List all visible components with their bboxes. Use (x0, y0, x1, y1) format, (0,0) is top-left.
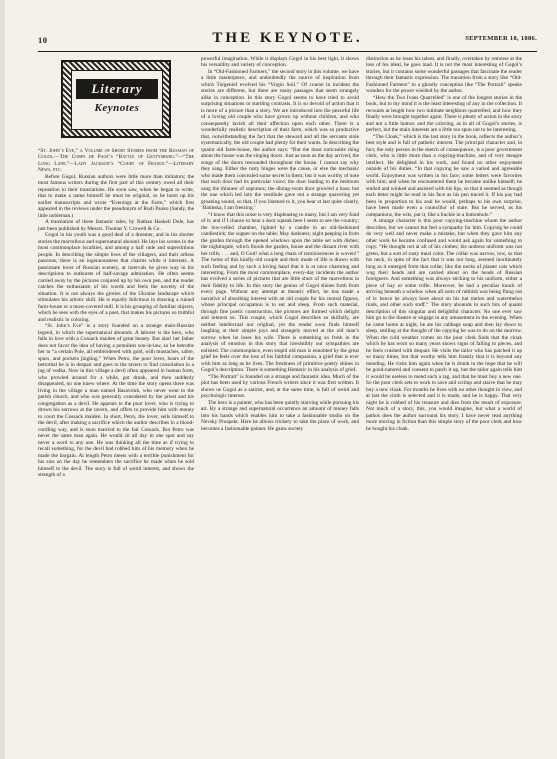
column-2 (201, 56, 359, 746)
masthead-title: THE KEYNOTE. (212, 30, 363, 46)
article-heading: “St. John’s Eve,” a Volume of Short Stories from the Russian of Gogol.—The Corps de Page’s “Battle of Gettysburg.”—“The Long Lane.”—Lady Jackson’s “Court of France.”—Literary News, etc. (38, 148, 194, 174)
logo-word-keynotes: Keynotes (94, 102, 140, 114)
paragraph: Before Gogol, Russian authors were little more than imitators; the most famous writers during the first part of this century owed all their reputation to their translations. He soon saw, when he began to write, that to make a name himself he must be original, so he burst up his earlier manuscripts and wrote “Evenings at the Farm,” which first appeared in the reviews under the pseudonym of Rudi Panko (Sandy, the little nobleman.) (38, 173, 194, 219)
paragraph: distinction as he loses his talent, and finally, overtaken by remorse at the loss of his ideal, he goes mad. It is not the most interesting of Gogol’s stories, but it contains some wonderful passages that fascinate the reader through their fantastic expression. The transition from a story like “Old-Fashioned Farmers” to a ghostly conception like “The Portrait” speaks wonders for the power wielded by the author. (366, 56, 522, 95)
page-header (38, 30, 537, 50)
logo-frame (61, 60, 171, 138)
column-1 (38, 56, 194, 746)
paragraph: In “Old-Fashioned Farmers,” the second story in this volume, we have a little masterpiece, and undoubtedly the source of inspiration from which Turgenief evolved his “Virgin Soil.” Of course in incident the stories are different, but there are many passages that seem strangely alike in conception. In this story Gogol seems to have tried to avoid surprising situations or startling contrasts. It is so devoid of action that it is more of a picture than a story. We are introduced into the peaceful life of a loving old couple who have grown up without children, and who consequently lavish all their affection upon each other. There is a wonderfully realistic description of their farm, which was so productive that, notwithstanding the fact that the steward and all the servants stole systematically, the old couple had plenty for their wants. In describing the quaint old farm-house, the author says: “But the most noticeable thing about the house was the singing doors. Just as soon as the day arrived, the songs of the doors resounded throughout the house. I cannot say why they sang. Either the rusty hinges were the cause, or else the mechanic who made them concealed some secret in them; but it was worthy of note that each door had its particular voice; the door leading to the bedroom sang the thinnest of sopranos; the dining-room door growled a bass; but the one which led into the vestibule gave out a strange quavering yet groaning sound, so that, if you listened to it, you hear at last quite clearly, ‘Batinska, I am freezing.’ (201, 68, 359, 212)
paragraph: A translation of these fantastic tales, by Nathan Haskell Dole, has just been published by Messrs. Thomas Y. Crowell & Co. (38, 219, 194, 232)
issue-date: SEPTEMBER 18, 1886. (465, 35, 537, 42)
page-number: 10 (38, 35, 48, 45)
header-rule (38, 51, 537, 52)
paragraph: The hero is a painter, who has been quietly starving while pursuing his art. By a strange and supernatural occurrence an amount of money falls into his hands which enables him to take a fashionable studio on the Nevsky Prospekt. Here he allows trickery to take the place of work, and becomes a fashionable painter. He gains society (201, 399, 359, 432)
paragraph: A strange character is this poor copying-machine whom the author describes, but we cannot but feel a sympathy for him. Copying he could do very well and never make a mistake, but when they gave him any other work he became confused and would ask again for something to copy. “He thought not at all of his clothes; his undress uniform was not green, but a sort of rusty meal color. The collar was narrow, low, so that his neck, in spite of the fact that it was not long, seemed inordinately long as it emerged from that collar, like the necks of plaster cats which wag their heads and are carried about on the heads of Russian foreigners. And something was always sticking to his uniform, either a piece of hay or some trifle. Moreover, he had a peculiar knack of arriving beneath a window when all sorts of rubbish was being flung out of it: hence he always bore about on his hat melon and watermelon rinds, and other such stuff.” The story abounds in such bits of quaint description of this singular and delightful character. No one ever saw him go to the theatre or engage in any amusement in the evening. When he came home at night, he ate his cabbage soup and then lay down to sleep, smiling at the thought of the copying he was to do on the morrow. When the cold weather comes on the poor clerk finds that the cloak which he has worn so many years shows signs of falling to pieces, and he feels crushed with despair. He visits the tailor who has patched it up so many times, but that worthy tells him frankly that it is beyond any mending. He visits him again when he is drunk in the hope that he will be good-natured and consent to patch it up, but the tailor again tells him it would be useless to mend such a rag, and that he must buy a new one. So the poor clerk sets to work to save and scrimp and starve that he may buy a new cloak. For months he lives with no other thought in view, and at last the cloth is selected and it is made, and he is happy. That very night he is robbed of his treasure and dies from the result of exposure. Not much of a story, this, you would imagine, but what a world of pathos does the author surround his story. I have never read anything more moving in fiction than this simple story of the poor clerk and how he bought his cloak. (366, 218, 522, 432)
paragraph: “I know that this noise is very displeasing to many, but I am very fond of it; and if I chance to hear a door squeak here I seem to see the country; the low-celled chamber, lighted by a candle in an old-fashioned candlestick; the supper on the table; May darkness; night peeping in from the garden through the opened windows upon the table set with dishes; the nightingale, which floods the garden, house and the distant river with her trills; . . . and, O God! what a long chain of reminiscences is woven!” The home of this kindly old couple and their mode of life is drawn with such feeling and by such a loving hand that it is at once charming and interesting. From the most commonplace, every-day incidents the author has evolved a series of pictures that are little short of the marvellous in their fidelity to life. In this story the genius of Gogol shines forth from every page. Without any attempt at theatric effect, he has made a narrative of absorbing interest with an old couple for his central figures, whose principal occupation is to eat and sleep. From such material, through fine poetic construction, the pictures are formed which delight and interest us. This couple, which Gogol describes so skilfully, are neither intellectual nor original, yet the reader soon finds himself laughing at their simple joys and strangely moved at the old man’s sorrow when he loses his wife. There is something so fresh in the analysis of emotion in this story that irresistibly our sympathies are enlisted. The commonplace, even stupid old man is ennobled by the great grief he feels over the loss of his faithful companion, a grief that is ever with him as long as he lives. The freshness of primitive poetry shines in Gogol’s description. There is something Homeric in his analysis of grief. (201, 211, 359, 374)
logo-word-literary: Literary (76, 79, 158, 99)
page-edge (0, 0, 5, 759)
column-3 (366, 56, 522, 746)
logo-panel (71, 70, 163, 130)
paragraph: “St. John’s Eve” is a story founded on a strange malo-Russian legend, in which the supernatural abounds. A laborer is the hero, who falls in love with a Cossack maiden of great beauty. But alas! her father does not favor the idea of having a penniless son-in-law, so he betroths her to “a certain Pole, all embroidered with gold, with mustaches, sabre, spurs, and pockets jingling.” When Petro, the poor lover, hears of the betrothal he is in despair and goes to the tavern to find consolation in a jug of vodka. Now in this village a devil often appeared in human form, who prowled around for a while, got drunk, and then suddenly disappeared, no one knew where. At the time the story opens there was living in the village a man named Basavriuk, who never went to the parish church, and who was generally considered by the priest and his congregation as a devil. He appears to the poor lover, who is trying to drown his sorrows at the tavern, and offers to provide him with money to court the Cossack maiden. In short, Petro, the lover, sells himself to the devil, after making a sacrifice which the author describes in a blood-curdling way, and is soon married to the fair Cossack. But Petro was never the same man again. He would sit all day in one spot and say never a word to any one. He was thinking all the time as if trying to recall something, for the devil had robbed him of his memory when he made the bargain. At length Petro meets with a terrible punishment for his sins on the day he remembers the sacrifice he made when he sold himself to the devil. The story is full of weird interest, and shows the strength of a (38, 323, 194, 479)
paragraph: “How the Two Ivans Quarrelled” is one of the longest stories in the book, but to my mind it is the least interesting of any in the collection. It recounts at length how two intimate neighbors quarrelled, and how they finally were brought together again. There is plenty of action in the story and not a little humor, and the coloring, as in all of Gogol’s stories, is perfect, but the main interests are a little too spun out to be interesting. (366, 94, 522, 134)
paragraph: powerful imagination. While it displays Gogol in his best light, it shows his versatility and variety of conception. (201, 56, 359, 69)
paragraph: “The Cloak,” which is the last story in the book, reflects the author’s best style and is full of pathetic interest. The principal character and, in fact, the only person in the sketch of consequence, is a poor government clerk, who is little more than a copying-machine, and of very meagre intellect. He delighted in his work, and found no other enjoyment outside of his duties. “In that copying he saw a varied and agreeable world. Enjoyment was written in his face; some letters were favorites with him; and when he encountered them he became unlike himself; he smiled and winked and assisted with his lips, so that it seemed as though each letter might be read in his face as his pen traced it. If his pay had been in proportion to his zeal he would, perhaps to his own surprise, have been made even a councillor of state. But he served, as his companions, the wits, put it, like a buckle in a buttonhole.” (366, 133, 522, 218)
literary-keynotes-logo (61, 60, 171, 140)
paragraph: Gogol in his youth was a good deal of a dreamer, and in his shorter stories the marvellous and supernatural abound. He lays his scenes in the most commonplace localities, and among a half rude and superstitious people. In describing the simple lives of the villagers, and their artless passions, there is an ingenuousness that charms while it interests. A passionate lover of Russian scenery, at intervals he gives way in his descriptions to outbursts of half-savage admiration. He often seems carried away by the pictures conjured up by his own pen, and the reader catches the enthusiasm of his words and feels the novelty of the situation. It is not always the glories of the Ukraine landscape which stimulates his artistic skill. He is equally felicitous in drawing a ruined farm-house or a moss-covered mill. It is his grouping of familiar objects, which he sees with the eyes of a poet, that makes his pictures so truthful and realistic in coloring. (38, 232, 194, 323)
paragraph: “The Portrait” is founded on a strange and fantastic idea. Much of the plot has been used by various French writers since it was first written. It shows us Gogol as a satirist, and, at the same time, is full of weird and psychologic interest. (201, 373, 359, 400)
